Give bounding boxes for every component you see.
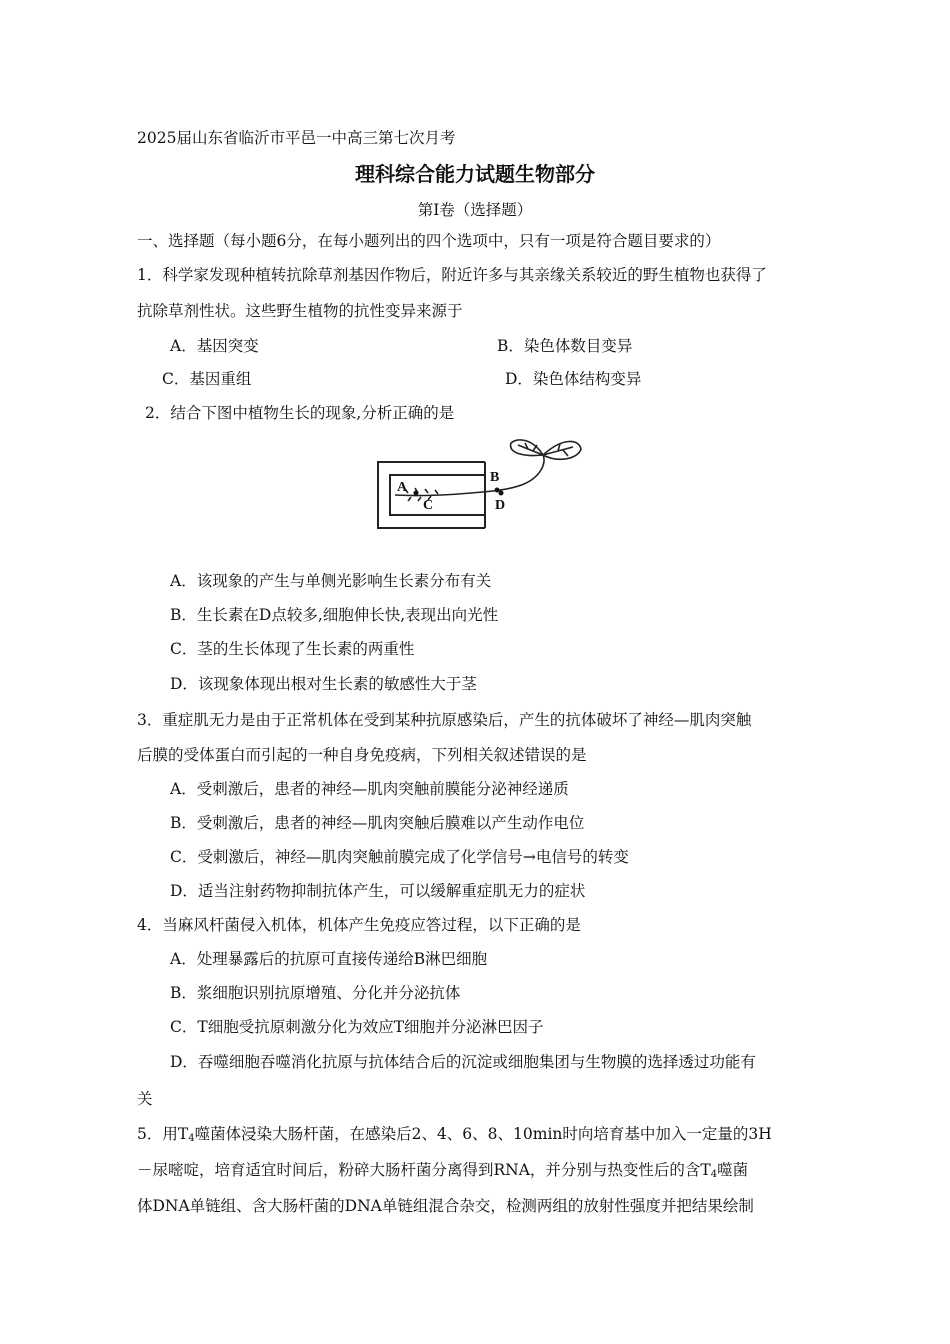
label-b: B — [490, 470, 500, 485]
question-3-stem: 3．重症肌无力是由于正常机体在受到某种抗原感染后，产生的抗体破坏了神经—肌肉突触 — [137, 711, 752, 729]
label-a: A — [397, 480, 408, 495]
question-3-option-a: A．受刺激后，患者的神经—肌肉突触前膜能分泌神经递质 — [170, 780, 569, 798]
question-5-stem — [137, 1124, 772, 1149]
question-1-option-a: A．基因突变 — [170, 337, 259, 355]
question-1-stem: 1．科学家发现种植转抗除草剂基因作物后，附近许多与其亲缘关系较近的野生植物也获得了 — [137, 266, 767, 284]
question-3-option-d: D．适当注射药物抑制抗体产生，可以缓解重症肌无力的症状 — [170, 882, 586, 900]
q5-sub-1: 4 — [188, 1133, 195, 1144]
question-1-option-b: B．染色体数目变异 — [497, 337, 633, 355]
question-4-option-b: B．浆细胞识别抗原增殖、分化并分泌抗体 — [170, 984, 461, 1002]
question-4-option-c: C．T细胞受抗原刺激分化为效应T细胞并分泌淋巴因子 — [170, 1018, 544, 1036]
q5-sub-2: 4 — [710, 1169, 718, 1180]
q5-text-2b: 噬菌 — [717, 1161, 749, 1179]
question-2-option-d: D．该现象体现出根对生长素的敏感性大于茎 — [170, 675, 477, 693]
question-4-option-d-cont: 关 — [137, 1090, 153, 1108]
point-a-dot — [414, 491, 419, 496]
question-3-option-b: B．受刺激后，患者的神经—肌肉突触后膜难以产生动作电位 — [170, 814, 585, 832]
label-c: C — [423, 498, 434, 513]
q5-text-2a: －尿嘧啶，培育适宜时间后，粉碎大肠杆菌分离得到RNA，并分别与热变性后的含T — [137, 1161, 711, 1179]
question-1-option-d: D．染色体结构变异 — [505, 370, 642, 388]
question-4-option-a: A．处理暴露后的抗原可直接传递给B淋巴细胞 — [170, 950, 488, 968]
part-instruction: 一、选择题（每小题6分，在每小题列出的四个选项中，只有一项是符合题目要求的） — [137, 232, 721, 250]
exam-source: 2025届山东省临沂市平邑一中高三第七次月考 — [137, 129, 456, 147]
question-5-stem-cont-1 — [137, 1160, 748, 1185]
question-1-stem-cont: 抗除草剂性状。这些野生植物的抗性变异来源于 — [137, 302, 463, 320]
point-d-dot — [499, 491, 504, 496]
q5-text-1b: 噬菌体浸染大肠杆菌，在感染后2、4、6、8、10min时向培育基中加入一定量的3H — [194, 1125, 772, 1143]
leaf-right-vein — [543, 444, 573, 456]
question-3-stem-cont: 后膜的受体蛋白而引起的一种自身免疫病，下列相关叙述错误的是 — [137, 746, 587, 764]
question-4-stem: 4．当麻风杆菌侵入机体，机体产生免疫应答过程，以下正确的是 — [137, 916, 581, 934]
q5-text-1a: 5．用T — [137, 1125, 189, 1143]
question-3-option-c: C．受刺激后，神经—肌肉突触前膜完成了化学信号→电信号的转变 — [170, 848, 629, 866]
paper-title: 理科综合能力试题生物部分 — [355, 162, 595, 186]
question-1-option-c: C．基因重组 — [162, 370, 252, 388]
plant-growth-figure — [373, 435, 593, 535]
question-5-stem-cont-2: 体DNA单链组、含大肠杆菌的DNA单链组混合杂交，检测两组的放射性强度并把结果绘制 — [137, 1197, 754, 1215]
question-2-stem: 2．结合下图中植物生长的现象,分析正确的是 — [145, 404, 455, 422]
section-heading: 第Ⅰ卷（选择题） — [417, 201, 533, 219]
point-b-dot — [495, 488, 500, 493]
question-4-option-d: D．吞噬细胞吞噬消化抗原与抗体结合后的沉淀或细胞集团与生物膜的选择透过功能有 — [170, 1053, 756, 1071]
label-d: D — [495, 498, 506, 513]
question-2-option-b: B．生长素在D点较多,细胞伸长快,表现出向光性 — [170, 606, 499, 624]
question-2-option-c: C．茎的生长体现了生长素的两重性 — [170, 640, 415, 658]
question-2-option-a: A．该现象的产生与单侧光影响生长素分布有关 — [170, 572, 492, 590]
